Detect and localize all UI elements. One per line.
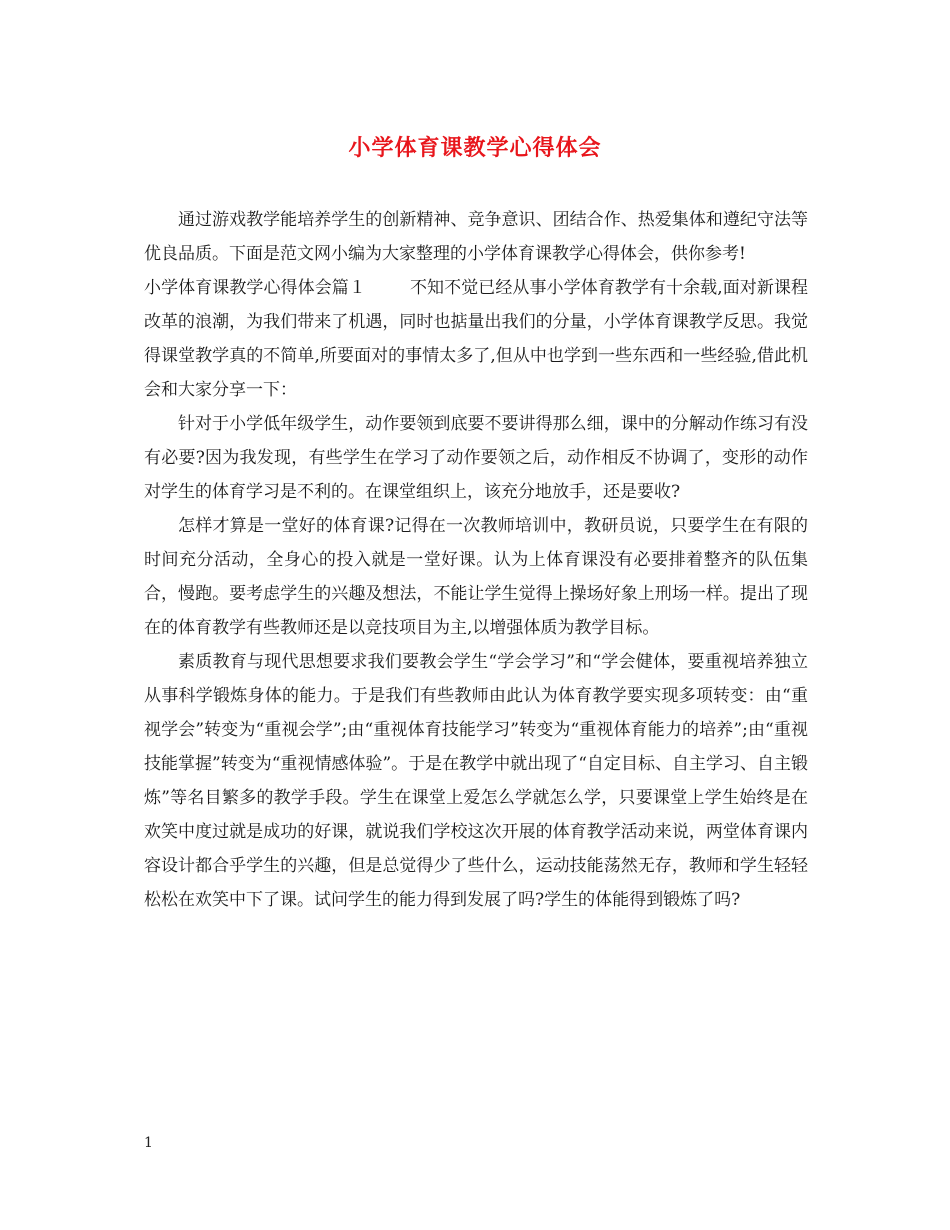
section-text: 不知不觉已经从事小学体育教学有十余载,面对新课程改革的浪潮，为我们带来了机遇，同时也掂量出我们的分量，小学体育课教学反思。我觉得课堂教学真的不简单,所要面对的事情太多了,但从中也学到一些东西和一些经验,借此机会和大家分享一下：	[144, 278, 809, 400]
section-paragraph	[144, 271, 808, 407]
intro-paragraph: 通过游戏教学能培养学生的创新精神、竞争意识、团结合作、热爱集体和遵纪守法等优良品质。下面是范文网小编为大家整理的小学体育课教学心得体会，供你参考!	[144, 210, 808, 264]
body-paragraph-3: 素质教育与现代思想要求我们要教会学生“学会学习”和“学会健体，要重视培养独立从事科学锻炼身体的能力。于是我们有些教师由此认为体育教学要实现多项转变：由“重视学会”转变为“重视会学”;由“重视体育技能学习”转变为“重视体育能力的培养”;由“重视技能掌握”转变为“重视情感体验”。于是在教学中就出现了“自定目标、自主学习、自主锻炼”等名目繁多的教学手段。学生在课堂上爱怎么学就怎么学，只要课堂上学生始终是在欢笑中度过就是成功的好课，就说我们学校这次开展的体育教学活动来说，两堂体育课内容设计都合乎学生的兴趣，但是总觉得少了些什么，运动技能荡然无存，教师和学生轻轻松松在欢笑中下了课。试问学生的能力得到发展了吗?学生的体能得到锻炼了吗?	[144, 652, 808, 910]
document-title: 小学体育课教学心得体会	[348, 135, 602, 161]
page-number: 1	[144, 1135, 153, 1151]
body-paragraph-1: 针对于小学低年级学生，动作要领到底要不要讲得那么细，课中的分解动作练习有没有必要?因为我发现，有些学生在学习了动作要领之后，动作相反不协调了，变形的动作对学生的体育学习是不利的。在课堂组织上，该充分地放手，还是要收?	[144, 414, 808, 502]
body-paragraph-2: 怎样才算是一堂好的体育课?记得在一次教师培训中，教研员说，只要学生在有限的时间充分活动，全身心的投入就是一堂好课。认为上体育课没有必要排着整齐的队伍集合，慢跑。要考虑学生的兴趣及想法，不能让学生觉得上操场好象上刑场一样。提出了现在的体育教学有些教师还是以竞技项目为主,以增强体质为教学目标。	[144, 516, 808, 638]
document-body	[144, 203, 808, 917]
section-heading: 小学体育课教学心得体会篇１	[144, 278, 366, 298]
